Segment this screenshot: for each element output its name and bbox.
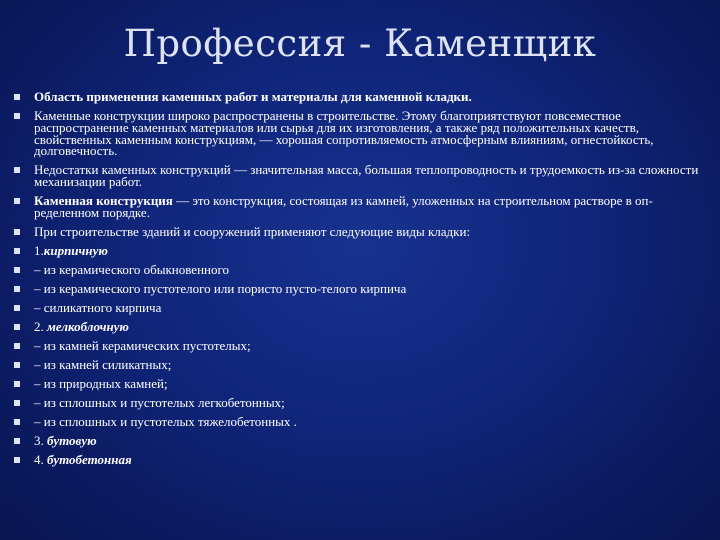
square-bullet-icon <box>14 324 20 330</box>
square-bullet-icon <box>14 362 20 368</box>
square-bullet-icon <box>14 267 20 273</box>
list-item <box>14 337 706 353</box>
square-bullet-icon <box>14 343 20 349</box>
bullet-list <box>14 91 706 473</box>
square-bullet-icon <box>14 167 20 173</box>
square-bullet-icon <box>14 457 20 463</box>
square-bullet-icon <box>14 198 20 204</box>
masonry-type-number: 2. <box>34 318 47 334</box>
square-bullet-icon <box>14 305 20 311</box>
square-bullet-icon <box>14 400 20 406</box>
masonry-subtype: – из камней силикатных; <box>34 356 172 372</box>
square-bullet-icon <box>14 229 20 235</box>
square-bullet-icon <box>14 419 20 425</box>
list-item <box>14 432 706 448</box>
masonry-types-intro: При строительстве зданий и сооружений применяют следующие виды кладки: <box>34 223 471 239</box>
masonry-type-number: 3. <box>34 432 47 448</box>
masonry-subtype: – из сплошных и пустотелых тяжелобетонных . <box>34 413 297 429</box>
list-item <box>14 375 706 391</box>
list-item <box>14 91 706 103</box>
square-bullet-icon <box>14 248 20 254</box>
square-bullet-icon <box>14 113 20 119</box>
masonry-subtype: – из природных камней; <box>34 375 168 391</box>
masonry-type-number: 4. <box>34 451 47 467</box>
square-bullet-icon <box>14 286 20 292</box>
masonry-subtype: – из керамического обыкновенного <box>34 261 229 277</box>
masonry-type-number: 1. <box>34 242 44 258</box>
list-item <box>14 195 706 219</box>
masonry-type-name: кирпичную <box>43 242 108 258</box>
list-item <box>14 394 706 410</box>
definition-text: — это конструкция, состоящая из камней, уложенных на строительном растворе в оп-ределенном порядке. <box>34 193 653 220</box>
list-item <box>14 413 706 429</box>
masonry-subtype: – из камней керамических пустотелых; <box>34 337 251 353</box>
list-item <box>14 164 706 188</box>
list-item <box>14 242 706 258</box>
list-item <box>14 451 706 467</box>
masonry-subtype: – из сплошных и пустотелых легкобетонных; <box>34 394 285 410</box>
list-item <box>14 318 706 334</box>
list-item <box>14 299 706 315</box>
list-item <box>14 356 706 372</box>
definition-term: Каменная конструкция <box>34 193 173 209</box>
masonry-type-name: бутовую <box>47 432 97 448</box>
square-bullet-icon <box>14 438 20 444</box>
list-item <box>14 280 706 296</box>
square-bullet-icon <box>14 94 20 100</box>
section-heading: Область применения каменных работ и материалы для каменной кладки. <box>34 89 472 104</box>
paragraph-advantages: Каменные конструкции широко распространены в строительстве. Этому благоприятствуют повсеместное распространение каменных материалов или сырья для их изготовления, а также ряд положительных качеств, свойственных каменным конструкциям, — хорошая сопротивляемость атмосферным влияниям, огнестойкость, долговечность. <box>34 107 654 159</box>
slide-title: Профессия - Каменщик <box>123 22 597 65</box>
square-bullet-icon <box>14 381 20 387</box>
masonry-type-name: бутобетонная <box>47 451 132 467</box>
paragraph-disadvantages: Недостатки каменных конструкций — значительная масса, большая теплопроводность и трудоемкость из-за сложности механизации работ. <box>34 162 699 190</box>
list-item <box>14 223 706 239</box>
list-item <box>14 261 706 277</box>
masonry-subtype: – из керамического пустотелого или пористо пусто-телого кирпича <box>34 280 407 296</box>
list-item <box>14 107 706 159</box>
masonry-type-name: мелкоблочную <box>47 318 129 334</box>
masonry-subtype: – силикатного кирпича <box>34 299 162 315</box>
